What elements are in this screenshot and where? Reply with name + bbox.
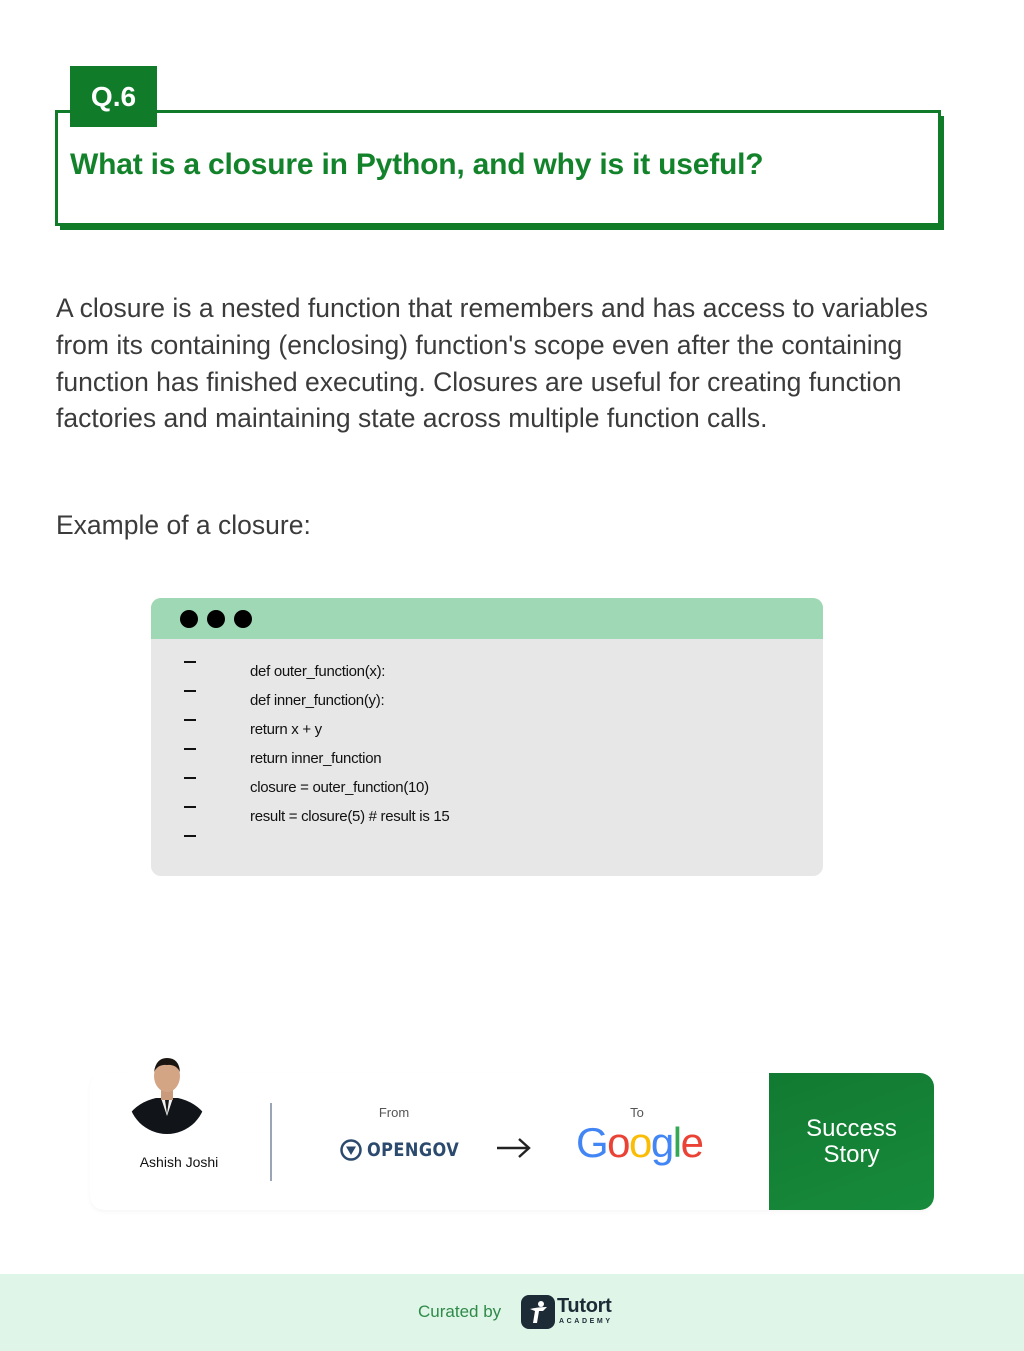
- badge-line-1: Success: [806, 1114, 897, 1142]
- from-company-name: OPENGOV: [367, 1139, 460, 1161]
- arrow-right-icon: [495, 1134, 533, 1162]
- badge-line-2: Story: [823, 1140, 880, 1168]
- question-title: What is a closure in Python, and why is it useful?: [70, 148, 764, 181]
- from-company-logo: [340, 1135, 475, 1165]
- line-dash-icon: [184, 777, 196, 779]
- code-text: return inner_function: [250, 750, 382, 767]
- tutort-logo-icon: [521, 1295, 555, 1329]
- example-label: Example of a closure:: [56, 510, 311, 540]
- to-label: To: [630, 1105, 644, 1120]
- avatar: [128, 1054, 206, 1134]
- code-line: [151, 653, 823, 682]
- code-text: def inner_function(y):: [250, 692, 385, 709]
- person-name: Ashish Joshi: [139, 1154, 219, 1170]
- code-line: [151, 798, 823, 827]
- from-label: From: [378, 1105, 410, 1120]
- code-line: [151, 711, 823, 740]
- window-dot-icon: [234, 610, 252, 628]
- code-text: result = closure(5) # result is 15: [250, 808, 450, 825]
- code-line: [151, 769, 823, 798]
- brand-subtitle: ACADEMY: [559, 1318, 613, 1325]
- line-dash-icon: [184, 719, 196, 721]
- banner-divider: [270, 1103, 272, 1181]
- code-text: return x + y: [250, 721, 322, 738]
- line-dash-icon: [184, 690, 196, 692]
- code-text: def outer_function(x):: [250, 663, 386, 680]
- window-dot-icon: [207, 610, 225, 628]
- to-company-logo: Google: [576, 1119, 703, 1166]
- code-line: [151, 682, 823, 711]
- code-line-empty: [151, 827, 823, 856]
- curated-by-label: Curated by: [418, 1302, 502, 1321]
- brand-name: Tutort: [557, 1295, 612, 1317]
- line-dash-icon: [184, 661, 196, 663]
- code-line: [151, 740, 823, 769]
- line-dash-icon: [184, 806, 196, 808]
- code-window-titlebar: [151, 598, 823, 639]
- code-window: [151, 598, 823, 876]
- footer: [0, 1274, 1024, 1351]
- success-story-badge: [769, 1073, 934, 1210]
- code-text: closure = outer_function(10): [250, 779, 429, 796]
- question-number-tag: Q.6: [70, 66, 157, 127]
- code-lines: [151, 653, 823, 856]
- line-dash-icon: [184, 748, 196, 750]
- opengov-logo-icon: [340, 1139, 362, 1161]
- person-photo-icon: [128, 1054, 206, 1134]
- window-dot-icon: [180, 610, 198, 628]
- line-dash-icon: [184, 835, 196, 837]
- answer-paragraph: A closure is a nested function that remembers and has access to variables from its containing (enclosing) function's scope even after the containing function has finished executing. Closures are useful for creating function factories and maintaining state across multiple function calls.: [56, 293, 929, 434]
